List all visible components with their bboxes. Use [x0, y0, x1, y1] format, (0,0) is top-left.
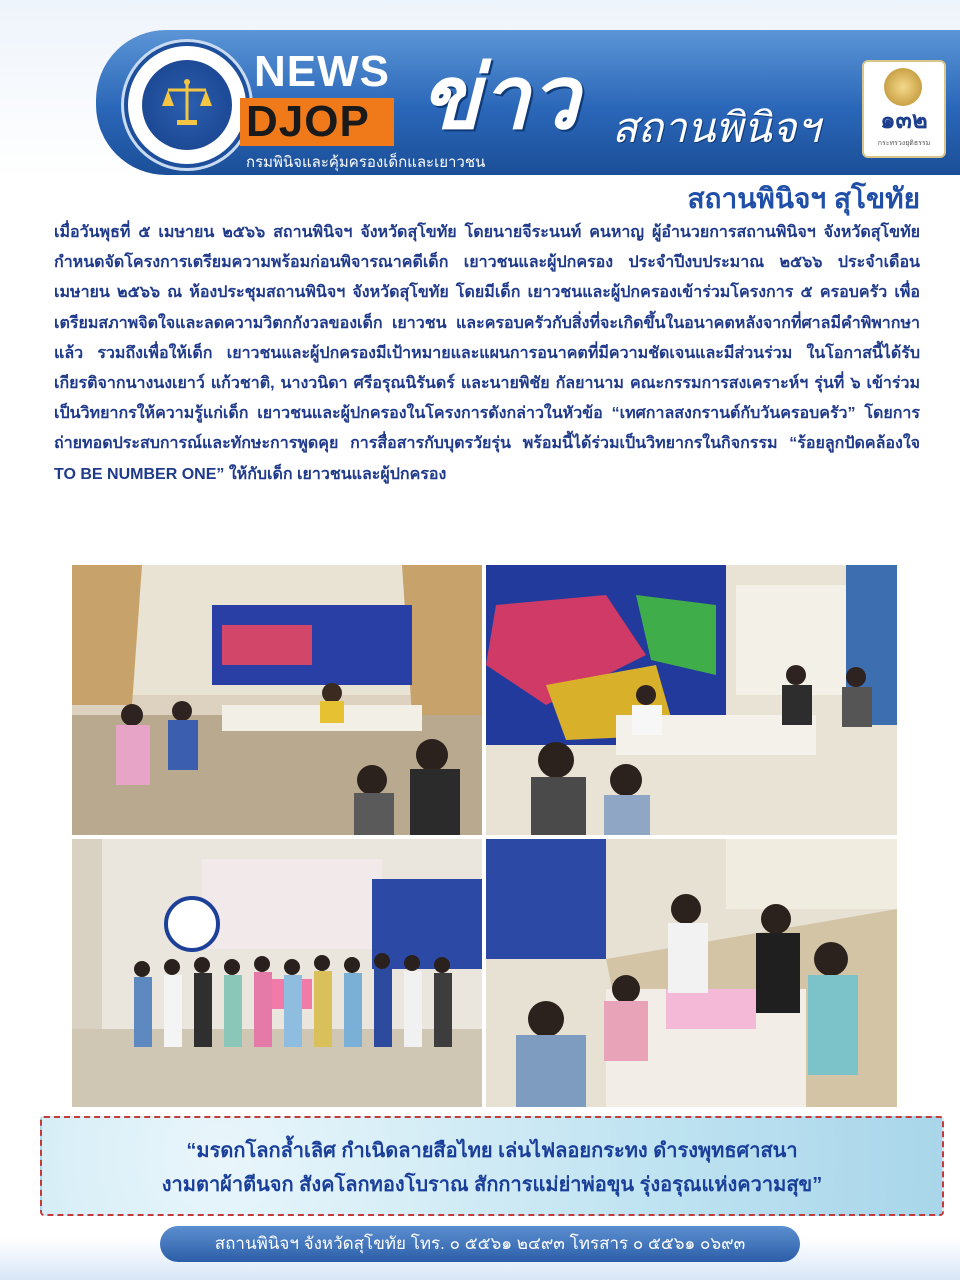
slogan-line-2: งามตาผ้าตีนจก สังคโลกทองโบราณ สักการแม่ย่าพ่อขุน รุ่งอรุณแห่งความสุข”: [161, 1174, 823, 1196]
badge-caption: กระทรวงยุติธรรม: [877, 139, 931, 147]
djop-logo: [124, 42, 250, 168]
slogan-line-1: “มรดกโลกล้ำเลิศ กำเนิดลายสือไทย เล่นไฟลอยกระทง ดำรงพุทธศาสนา: [186, 1140, 798, 1162]
photo-group: [72, 839, 482, 1107]
photo-bead-activity-image: [486, 839, 897, 1107]
footer-contact-bar: [160, 1226, 800, 1262]
logo-inner: [142, 60, 232, 150]
photo-meeting-room-1: [72, 565, 482, 835]
thai-news-title: ข่าว: [420, 48, 579, 147]
photo-meeting-room-2-image: [486, 565, 897, 835]
djop-label-box: [240, 98, 394, 146]
footer-contact-text: สถานพินิจฯ จังหวัดสุโขทัย โทร. ๐ ๕๕๖๑ ๒๔๙๓ โทรสาร ๐ ๕๕๖๑ ๐๖๙๓: [214, 1234, 746, 1253]
photo-bead-activity: [486, 839, 897, 1107]
photo-group-image: [72, 839, 482, 1107]
photo-meeting-room-1-image: [72, 565, 482, 835]
article-body: เมื่อวันพุธที่ ๕ เมษายน ๒๕๖๖ สถานพินิจฯ จังหวัดสุโขทัย โดยนายจีระนนท์ คนหาญ ผู้อำนวยการสถานพินิจฯ จังหวัดสุโขทัย กำหนดจัดโครงการเตรียมความพร้อมก่อนพิจารณาคดีเด็ก เยาวชนและผู้ปกครอง ประจำปีงบประมาณ ๒๕๖๖ ประจำเดือนเมษายน ๒๕๖๖ ณ ห้องประชุมสถานพินิจฯ จังหวัดสุโขทัย โดยมีเด็ก เยาวชนและผู้ปกครองเข้าร่วมโครงการ ๕ ครอบครัว เพื่อเตรียมสภาพจิตใจและลดความวิตกกังวลของเด็ก เยาวชน และครอบครัวกับสิ่งที่จะเกิดขึ้นในอนาคตหลังจากที่ศาลมีคำพิพากษาแล้ว รวมถึงเพื่อให้เด็ก เยาวชนและผู้ปกครองมีเป้าหมายและแผนการอนาคตที่มีความชัดเจนและมีส่วนร่วม ในโอกาสนี้ได้รับเกียรติจากนางนงเยาว์ แก้วชาติ, นางวนิดา ศรีอรุณนิรันดร์ และนายพิชัย กัลยานาม คณะกรรมการสงเคราะห์ฯ รุ่นที่ ๖ เข้าร่วมเป็นวิทยากรให้ความรู้แก่เด็ก เยาวชนและผู้ปกครองในโครงการดังกล่าวในหัวข้อ “เทศกาลสงกรานต์กับวันครอบครัว” โดยการถ่ายทอดประสบการณ์และทักษะการพูดคุย การสื่อสารกับบุตรวัยรุ่น พร้อมนี้ได้ร่วมเป็นวิทยากรในกิจกรรม “ร้อยลูกปัดคล้องใจ TO BE NUMBER ONE” ให้กับเด็ก เยาวชนและผู้ปกครอง: [54, 224, 921, 483]
department-name: กรมพินิจและคุ้มครองเด็กและเยาวชน: [246, 154, 486, 171]
ministry-emblem-icon: [884, 68, 922, 106]
djop-label: DJOP: [246, 97, 370, 146]
photo-meeting-room-2: [486, 565, 897, 835]
justice-scale-icon: [160, 76, 214, 130]
thai-news-subtitle: สถานพินิจฯ: [612, 104, 820, 151]
station-title: สถานพินิจฯ สุโขทัย: [687, 183, 920, 214]
news-label: NEWS: [254, 47, 390, 96]
header: [0, 0, 960, 180]
photo-collage: [72, 565, 897, 1107]
province-slogan-box: [40, 1116, 944, 1216]
badge-number: ๑๓๒: [880, 108, 928, 134]
anniversary-badge: [862, 60, 946, 158]
